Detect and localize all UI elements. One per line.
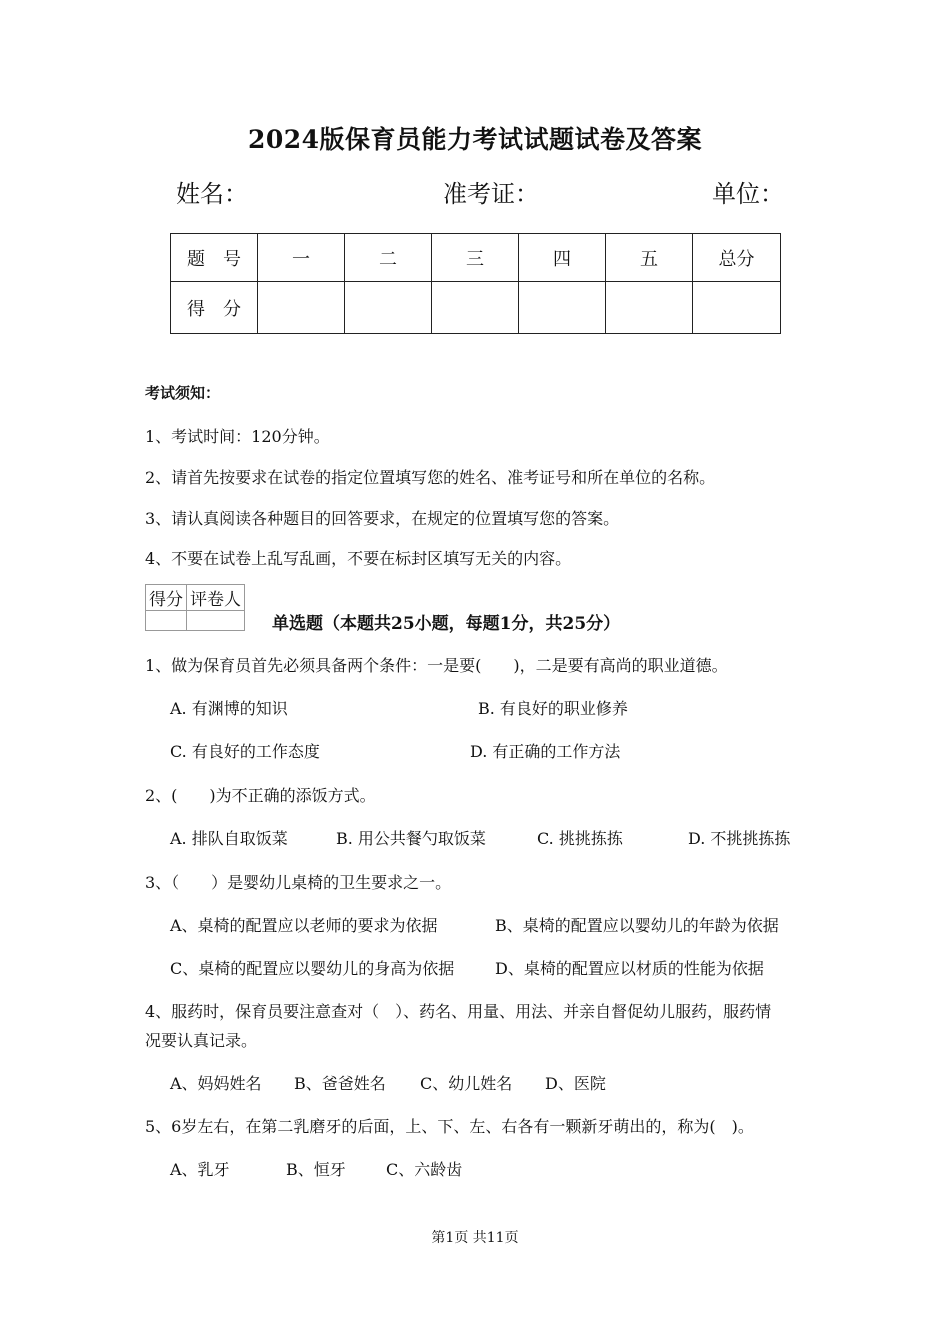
option[interactable]: C、桌椅的配置应以婴幼儿的身高为依据 — [170, 959, 455, 978]
option[interactable]: D、桌椅的配置应以材质的性能为依据 — [495, 959, 764, 978]
score-input-4[interactable] — [519, 282, 606, 334]
score-cell-3: 三 — [432, 234, 519, 282]
option[interactable]: B、桌椅的配置应以婴幼儿的年龄为依据 — [495, 916, 779, 935]
option[interactable]: D. 不挑挑拣拣 — [688, 829, 791, 848]
score-input-total[interactable] — [693, 282, 781, 334]
notice-item: 1、考试时间：120分钟。 — [145, 427, 330, 446]
score-cell-label: 题 号 — [171, 234, 258, 282]
score-input-1[interactable] — [258, 282, 345, 334]
option[interactable]: A. 排队自取饭菜 — [170, 829, 288, 848]
option[interactable]: D. 有正确的工作方法 — [470, 742, 621, 761]
question-stem: 2、( )为不正确的添饭方式。 — [145, 786, 376, 805]
option[interactable]: A. 有渊博的知识 — [170, 699, 288, 718]
notice-item: 2、请首先按要求在试卷的指定位置填写您的姓名、准考证号和所在单位的名称。 — [145, 468, 716, 487]
option[interactable]: D、医院 — [545, 1074, 606, 1093]
score-cell-total: 总分 — [693, 234, 781, 282]
score-input-2[interactable] — [345, 282, 432, 334]
grader-name-label: 评卷人 — [187, 585, 245, 611]
score-input-3[interactable] — [432, 282, 519, 334]
page-title: 2024版保育员能力考试试题试卷及答案 — [247, 125, 703, 154]
notice-item: 3、请认真阅读各种题目的回答要求，在规定的位置填写您的答案。 — [145, 509, 620, 528]
option[interactable]: A、桌椅的配置应以老师的要求为依据 — [170, 916, 438, 935]
grader-name-input[interactable] — [187, 611, 245, 631]
score-row-label: 得 分 — [171, 282, 258, 334]
unit-label: 单位： — [712, 180, 784, 208]
exam-id-label: 准考证： — [443, 180, 539, 208]
score-table-header-row — [171, 234, 781, 282]
score-cell-5: 五 — [606, 234, 693, 282]
question-stem: 4、服药时，保育员要注意查对（ ）、药名、用量、用法、并亲自督促幼儿服药，服药情 — [145, 1002, 772, 1021]
grader-score-label: 得分 — [146, 585, 187, 611]
option[interactable]: C. 有良好的工作态度 — [170, 742, 320, 761]
grader-score-input[interactable] — [146, 611, 187, 631]
score-cell-4: 四 — [519, 234, 606, 282]
score-table — [170, 233, 781, 334]
option[interactable]: B. 用公共餐勺取饭菜 — [336, 829, 486, 848]
notice-heading: 考试须知： — [145, 384, 221, 402]
option[interactable]: C、幼儿姓名 — [420, 1074, 513, 1093]
score-table-score-row — [171, 282, 781, 334]
section-title: 单选题（本题共25小题，每题1分，共25分） — [272, 614, 621, 634]
score-input-5[interactable] — [606, 282, 693, 334]
option[interactable]: C. 挑挑拣拣 — [537, 829, 623, 848]
score-cell-1: 一 — [258, 234, 345, 282]
option[interactable]: A、乳牙 — [170, 1160, 230, 1179]
page-number: 第1页 共11页 — [431, 1230, 519, 1246]
notice-item: 4、不要在试卷上乱写乱画，不要在标封区填写无关的内容。 — [145, 549, 572, 568]
option[interactable]: B、恒牙 — [286, 1160, 346, 1179]
grader-box — [145, 584, 245, 631]
option[interactable]: B. 有良好的职业修养 — [478, 699, 628, 718]
score-cell-2: 二 — [345, 234, 432, 282]
option[interactable]: B、爸爸姓名 — [294, 1074, 386, 1093]
option[interactable]: A、妈妈姓名 — [170, 1074, 262, 1093]
option[interactable]: C、六龄齿 — [386, 1160, 463, 1179]
question-stem: 5、6岁左右，在第二乳磨牙的后面，上、下、左、右各有一颗新牙萌出的，称为( )。 — [145, 1117, 754, 1136]
name-label: 姓名： — [176, 180, 248, 208]
question-stem: 1、做为保育员首先必须具备两个条件：一是要( )，二是要有高尚的职业道德。 — [145, 656, 728, 675]
question-stem: 3、（ ）是婴幼儿桌椅的卫生要求之一。 — [145, 873, 452, 892]
question-stem-continued: 况要认真记录。 — [145, 1031, 258, 1050]
